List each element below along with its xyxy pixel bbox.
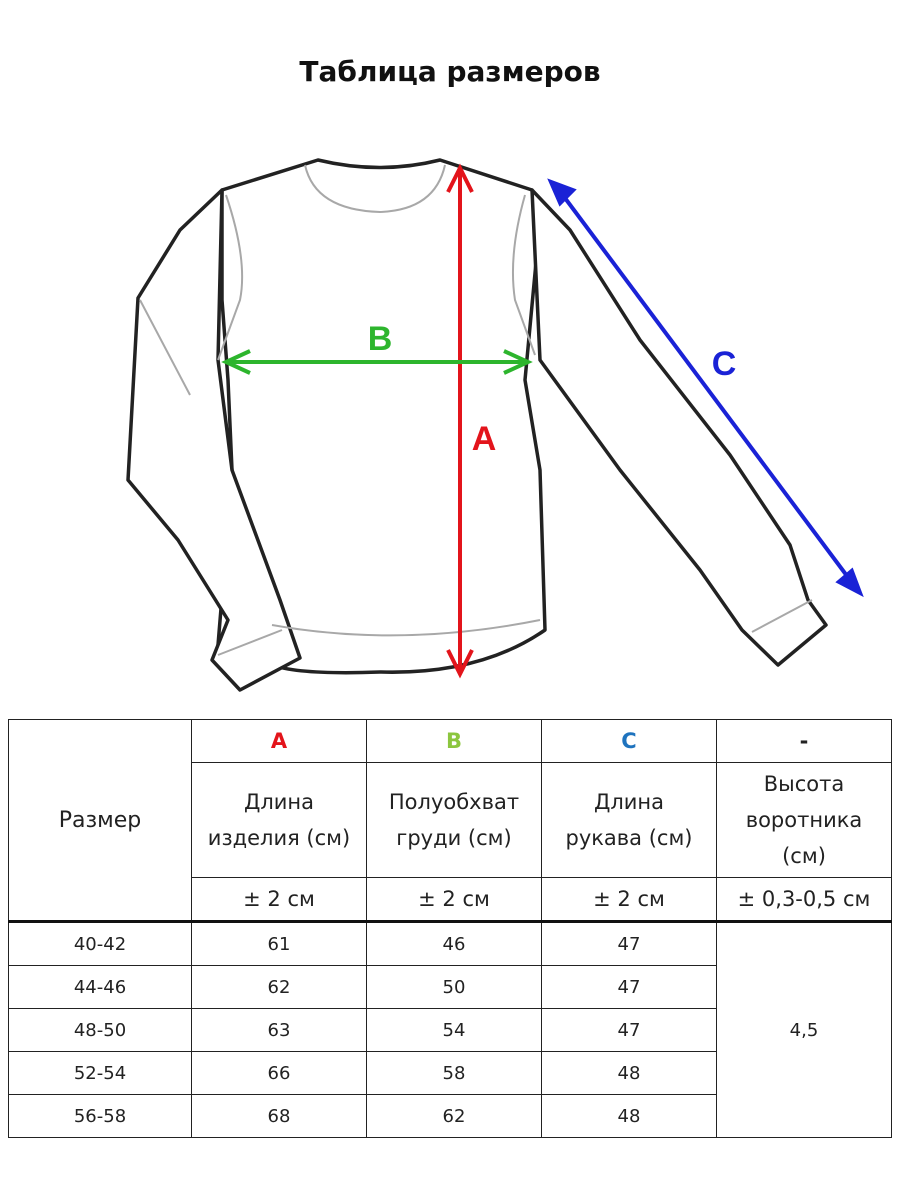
row-value-c: 47 xyxy=(542,922,717,966)
col-desc-a-line1: Длина xyxy=(243,790,315,814)
size-table xyxy=(8,719,892,1138)
table-row xyxy=(9,922,892,966)
col-desc-a xyxy=(192,763,367,878)
row-size: 52-54 xyxy=(9,1052,192,1095)
row-value-c: 48 xyxy=(542,1052,717,1095)
label-a: A xyxy=(471,420,497,458)
col-desc-collar-line3: (см) xyxy=(782,844,826,868)
row-value-a: 68 xyxy=(192,1095,367,1138)
label-b: B xyxy=(367,320,393,358)
row-value-b: 58 xyxy=(367,1052,542,1095)
col-desc-c-line1: Длина xyxy=(593,790,665,814)
col-letter-b: B xyxy=(367,720,542,763)
row-value-c: 47 xyxy=(542,1009,717,1052)
row-value-b: 62 xyxy=(367,1095,542,1138)
col-desc-b-line2: груди (см) xyxy=(396,826,512,850)
col-tolerance-a: ± 2 см xyxy=(192,878,367,922)
col-tolerance-b: ± 2 см xyxy=(367,878,542,922)
col-desc-b xyxy=(367,763,542,878)
col-desc-collar-line1: Высота xyxy=(763,772,845,796)
row-size: 48-50 xyxy=(9,1009,192,1052)
row-value-b: 54 xyxy=(367,1009,542,1052)
label-c: C xyxy=(711,345,737,383)
page-title: Таблица размеров xyxy=(299,55,601,88)
col-letter-c: C xyxy=(542,720,717,763)
row-value-a: 62 xyxy=(192,966,367,1009)
col-letter-a: A xyxy=(192,720,367,763)
arrow-c-head-bottom xyxy=(838,570,861,594)
col-desc-collar-line2: воротника xyxy=(745,808,863,832)
col-letter-collar: - xyxy=(717,720,892,763)
sweater-diagram xyxy=(0,140,900,700)
row-value-a: 66 xyxy=(192,1052,367,1095)
row-value-a: 61 xyxy=(192,922,367,966)
row-size: 44-46 xyxy=(9,966,192,1009)
row-size: 56-58 xyxy=(9,1095,192,1138)
row-value-c: 47 xyxy=(542,966,717,1009)
header-row-letters xyxy=(9,720,892,763)
col-desc-a-line2: изделия (см) xyxy=(207,826,351,850)
row-value-b: 50 xyxy=(367,966,542,1009)
col-tolerance-collar: ± 0,3-0,5 см xyxy=(717,878,892,922)
arrow-c-head-top xyxy=(550,181,574,204)
col-desc-b-line1: Полуобхват xyxy=(388,790,520,814)
row-value-b: 46 xyxy=(367,922,542,966)
col-desc-collar xyxy=(717,763,892,878)
row-size: 40-42 xyxy=(9,922,192,966)
col-desc-c-line2: рукава (см) xyxy=(565,826,693,850)
col-desc-c xyxy=(542,763,717,878)
row-value-c: 48 xyxy=(542,1095,717,1138)
row-value-a: 63 xyxy=(192,1009,367,1052)
size-header: Размер xyxy=(9,720,192,922)
col-tolerance-c: ± 2 см xyxy=(542,878,717,922)
collar-value: 4,5 xyxy=(717,922,892,1138)
